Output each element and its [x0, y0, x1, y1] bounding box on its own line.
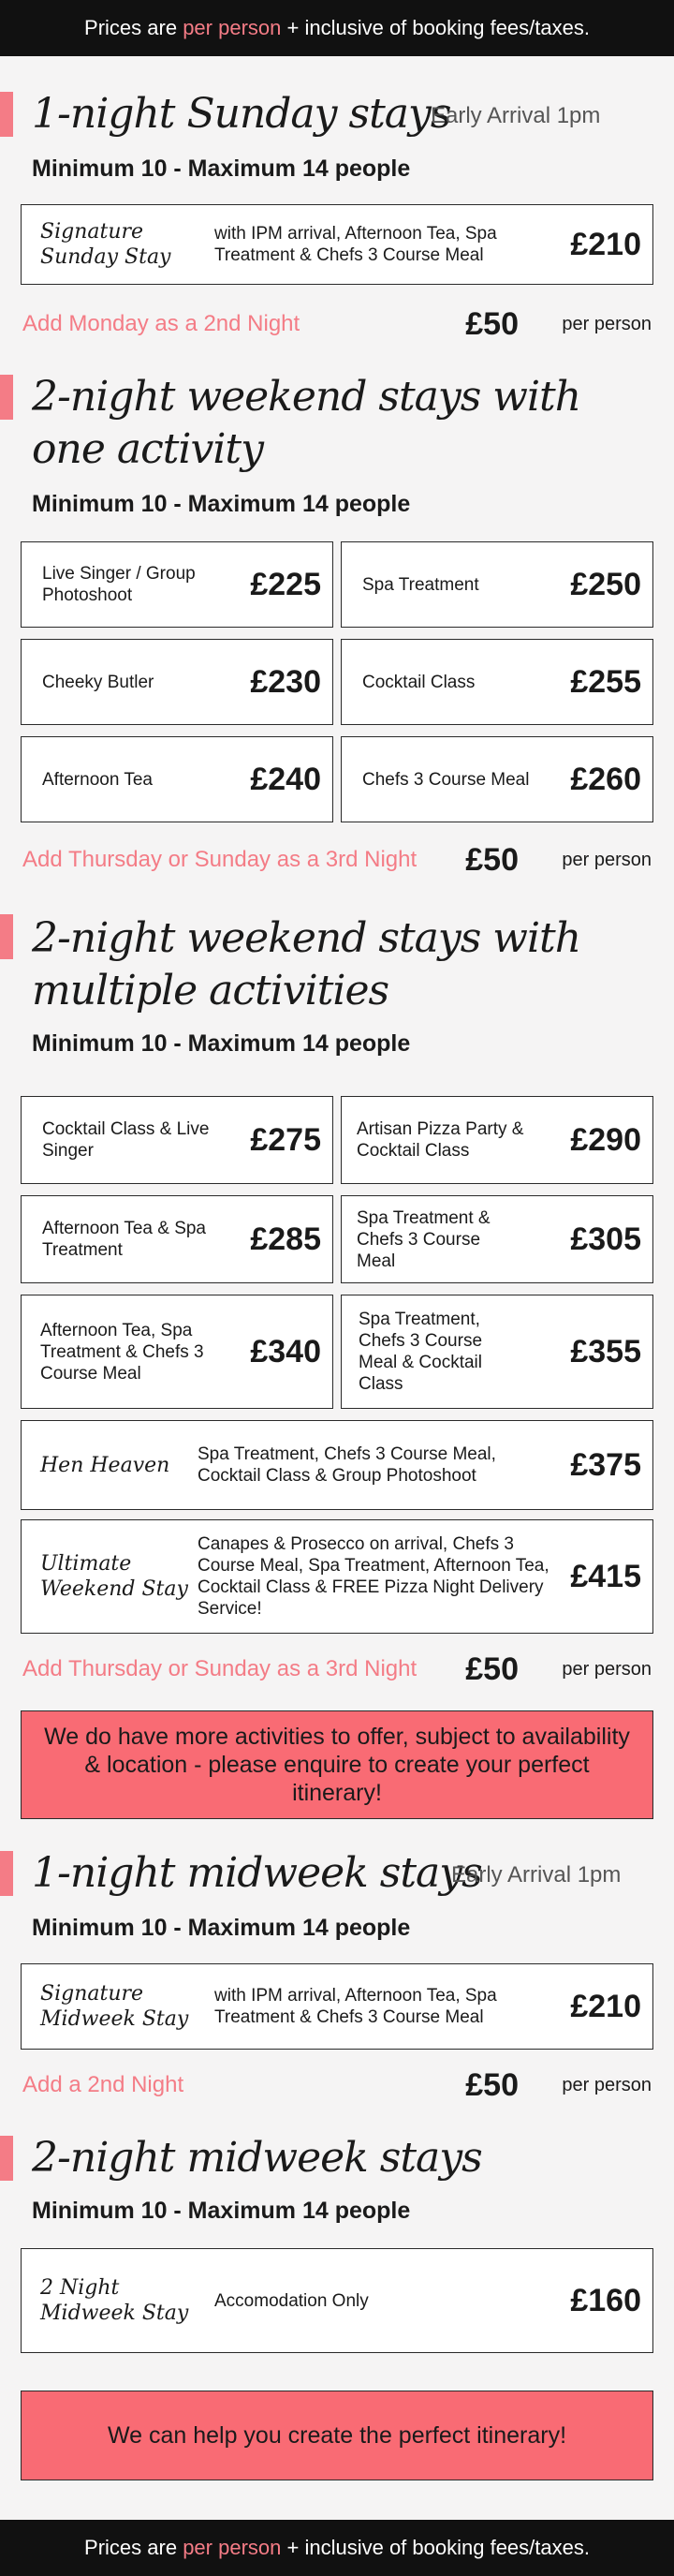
- package-signature-sunday[interactable]: [21, 204, 653, 285]
- addon-price: £50: [465, 305, 519, 342]
- package-description: Accomodation Only: [214, 2290, 369, 2311]
- option-price: £290: [570, 1121, 641, 1158]
- section-weekend-one-activity: [0, 371, 674, 530]
- section-accent-bar: [0, 92, 13, 137]
- package-price: £160: [570, 2282, 641, 2318]
- option-price: £275: [250, 1121, 321, 1158]
- addon-unit: per person: [562, 313, 652, 334]
- option-name: Chefs 3 Course Meal: [362, 769, 530, 790]
- package-price: £415: [570, 1558, 641, 1594]
- section-accent-bar: [0, 2136, 13, 2181]
- addon-unit: per person: [562, 849, 652, 870]
- option-card[interactable]: [341, 1195, 653, 1283]
- early-arrival-note: Early Arrival 1pm: [451, 1862, 622, 1888]
- option-price: £340: [250, 1333, 321, 1369]
- section-midweek-one-night: [0, 1849, 674, 1952]
- option-price: £250: [570, 566, 641, 602]
- option-name: Cheeky Butler: [42, 672, 154, 692]
- addon-unit: per person: [562, 2074, 652, 2095]
- option-price: £240: [250, 761, 321, 797]
- option-card[interactable]: [341, 1295, 653, 1409]
- option-price: £255: [570, 663, 641, 700]
- package-hen-heaven[interactable]: [21, 1420, 653, 1510]
- option-name: Afternoon Tea & Spa Treatment: [42, 1219, 206, 1260]
- banner-prefix: Prices are: [84, 2536, 178, 2559]
- section-title: 2-night weekend stays with multiple activities: [32, 914, 581, 1014]
- option-card[interactable]: [21, 541, 333, 628]
- option-name: Afternoon Tea, Spa Treatment & Chefs 3 Course Meal: [40, 1320, 204, 1384]
- addon-price: £50: [465, 1651, 519, 1687]
- package-price: £210: [570, 1988, 641, 2024]
- package-signature-midweek[interactable]: [21, 1963, 653, 2050]
- package-name: Signature Sunday Stay: [40, 220, 171, 269]
- capacity-text: Minimum 10 - Maximum 14 people: [32, 2198, 411, 2224]
- addon-third-night[interactable]: [22, 841, 652, 879]
- option-card[interactable]: [21, 1195, 333, 1283]
- option-card[interactable]: [341, 639, 653, 725]
- banner-suffix: + inclusive of booking fees/taxes.: [286, 2536, 590, 2559]
- package-description: with IPM arrival, Afternoon Tea, Spa Treatment & Chefs 3 Course Meal: [214, 224, 497, 265]
- option-name: Spa Treatment & Chefs 3 Course Meal: [357, 1207, 491, 1271]
- package-price: £375: [570, 1446, 641, 1483]
- option-price: £355: [570, 1333, 641, 1369]
- option-card[interactable]: [341, 541, 653, 628]
- addon-monday[interactable]: [22, 305, 652, 343]
- addon-third-night[interactable]: [22, 1651, 652, 1688]
- option-name: Spa Treatment, Chefs 3 Course Meal & Cocktail Class: [359, 1310, 483, 1394]
- package-two-night-midweek[interactable]: [21, 2248, 653, 2353]
- option-card[interactable]: [21, 639, 333, 725]
- banner-prefix: Prices are: [84, 16, 178, 39]
- addon-second-night[interactable]: [22, 2066, 652, 2104]
- package-name: Ultimate Weekend Stay: [40, 1552, 188, 1601]
- section-title: 2-night weekend stays with one activity: [32, 373, 581, 473]
- addon-price: £50: [465, 2066, 519, 2103]
- option-card[interactable]: [21, 736, 333, 822]
- banner-highlight: per person: [183, 2536, 282, 2559]
- section-weekend-multi-activity: [0, 910, 674, 1070]
- package-name: 2 Night Midweek Stay: [40, 2276, 189, 2325]
- section-title: 1-night Sunday stays: [32, 90, 451, 138]
- package-price: £210: [570, 226, 641, 262]
- addon-label: Add Thursday or Sunday as a 3rd Night: [22, 847, 418, 872]
- section-accent-bar: [0, 1851, 13, 1896]
- package-name: Signature Midweek Stay: [40, 1982, 189, 2031]
- option-name: Cocktail Class: [362, 672, 476, 692]
- itinerary-callout[interactable]: We can help you create the perfect itinerary!: [21, 2391, 653, 2480]
- option-card[interactable]: [341, 736, 653, 822]
- capacity-text: Minimum 10 - Maximum 14 people: [32, 1915, 411, 1941]
- section-accent-bar: [0, 914, 13, 959]
- capacity-text: Minimum 10 - Maximum 14 people: [32, 491, 411, 517]
- banner-suffix: + inclusive of booking fees/taxes.: [286, 16, 590, 39]
- package-ultimate-weekend[interactable]: [21, 1519, 653, 1634]
- option-price: £225: [250, 566, 321, 602]
- option-name: Afternoon Tea: [42, 769, 153, 790]
- capacity-text: Minimum 10 - Maximum 14 people: [32, 1030, 411, 1057]
- section-midweek-two-night: [0, 2132, 674, 2235]
- addon-label: Add Thursday or Sunday as a 3rd Night: [22, 1656, 418, 1681]
- option-name: Spa Treatment: [362, 574, 479, 595]
- option-card[interactable]: [21, 1295, 333, 1409]
- addon-price: £50: [465, 841, 519, 878]
- option-card[interactable]: [21, 1096, 333, 1184]
- option-price: £285: [250, 1221, 321, 1257]
- section-title: 2-night midweek stays: [32, 2134, 482, 2182]
- package-description: Spa Treatment, Chefs 3 Course Meal, Cocktail Class & Group Photoshoot: [198, 1444, 496, 1486]
- addon-label: Add Monday as a 2nd Night: [22, 311, 300, 336]
- section-accent-bar: [0, 375, 13, 420]
- package-description: with IPM arrival, Afternoon Tea, Spa Treatment & Chefs 3 Course Meal: [214, 1986, 497, 2027]
- option-card[interactable]: [341, 1096, 653, 1184]
- banner-highlight: per person: [183, 16, 282, 39]
- bottom-price-banner: [0, 2520, 674, 2576]
- package-description: Canapes & Prosecco on arrival, Chefs 3 Course Meal, Spa Treatment, Afternoon Tea, Cocktail Class & FREE Pizza Night Delivery Service!: [198, 1534, 549, 1619]
- option-price: £260: [570, 761, 641, 797]
- early-arrival-note: Early Arrival 1pm: [431, 103, 601, 128]
- more-activities-callout: We do have more activities to offer, subject to availability & location - please enquire to create your perfect itinerary!: [21, 1710, 653, 1819]
- section-sunday: [0, 90, 674, 193]
- section-title: 1-night midweek stays: [32, 1849, 482, 1897]
- package-name: Hen Heaven: [40, 1453, 170, 1477]
- option-price: £305: [570, 1221, 641, 1257]
- option-name: Cocktail Class & Live Singer: [42, 1119, 210, 1161]
- option-name: Live Singer / Group Photoshoot: [42, 564, 196, 605]
- top-price-banner: [0, 0, 674, 56]
- addon-unit: per person: [562, 1658, 652, 1680]
- option-name: Artisan Pizza Party & Cocktail Class: [357, 1119, 524, 1161]
- addon-label: Add a 2nd Night: [22, 2072, 184, 2097]
- capacity-text: Minimum 10 - Maximum 14 people: [32, 155, 411, 182]
- option-price: £230: [250, 663, 321, 700]
